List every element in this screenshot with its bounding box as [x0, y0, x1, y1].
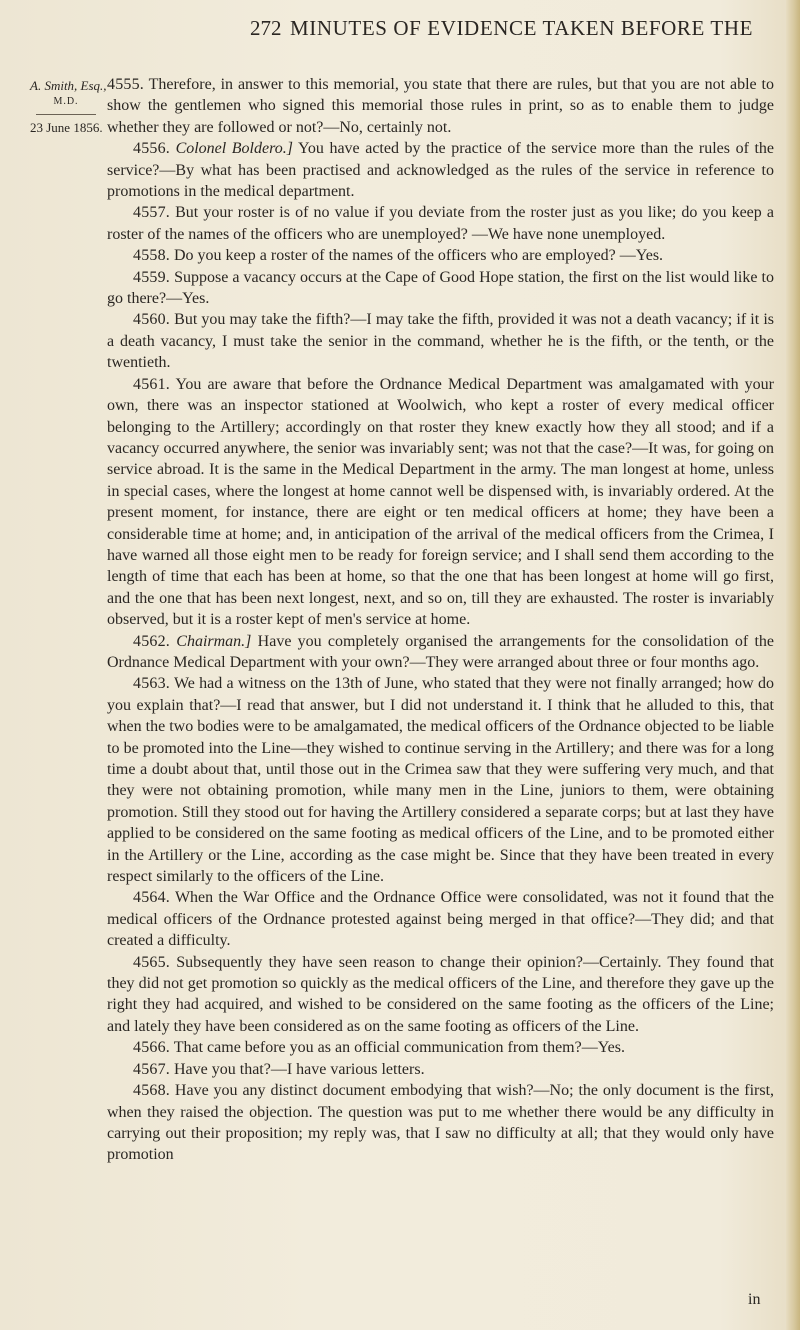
question-paragraph [107, 1037, 774, 1058]
question-text: Therefore, in answer to this memorial, you state that there are rules, but that you are not able to show the gentlemen who signed this memorial those rules in print, so as to enable them to judge whether they are followed or not?—No, certainly not. [107, 76, 775, 136]
question-paragraph [107, 374, 774, 631]
page-edge [786, 0, 800, 1330]
question-paragraph [107, 267, 774, 310]
speaker-name: Chairman.] [176, 632, 252, 650]
question-text: Have you that?—I have various letters. [174, 1060, 425, 1078]
question-text: When the War Office and the Ordnance Office were consolidated, was not it found that the medical officers of the Ordnance protested against being merged in that office?—They did; and that created a difficulty. [107, 889, 774, 950]
question-text: Suppose a vacancy occurs at the Cape of Good Hope station, the first on the list would like to go there?—Yes. [107, 268, 775, 308]
question-text: But your roster is of no value if you deviate from the roster just as you like; do you keep a roster of the names of the officers who are unemployed? —We have none unemployed. [107, 204, 774, 243]
question-text: We had a witness on the 13th of June, who stated that they were not finally arranged; how do you explain that?—I read that answer, but I did not understand it. I think that he alluded to this, that when the two bodies were to be amalgamated, the medical officers of the Ordnance objected to be liable to be promoted into the Line—they wished to continue serving in the Artillery; and there was for a long time a doubt about that, until those out in the Crimea saw that they were suffering very much, and that they were not obtaining promotion, while many men in the Line, juniors to them, were obtaining promotion. Still they stood out for having the Artillery considered a separate corps; but at last they have applied to be considered on the same footing as medical officers of the Line, and to be promoted either in the Artillery or the Line, according as the case might be. Since that they have been treated in every respect similarly to the officers of the Line. [107, 675, 774, 886]
witness-name: A. Smith, Esq., [30, 78, 107, 93]
question-number: 4562. [133, 632, 170, 650]
question-paragraph [107, 631, 774, 674]
question-paragraph [107, 952, 774, 1038]
page-number: 272 [250, 16, 282, 40]
question-text: But you may take the fifth?—I may take the fifth, provided it was not a death vacancy; if it is a death vacancy, I must take the senior in the command, whether he is the fifth, or the tenth, or the twentieth. [107, 311, 775, 372]
question-number: 4563. [133, 675, 170, 693]
question-text: Have you completely organised the arrangements for the consolidation of the Ordnance Medical Department with your own?—They were arranged about three or four months ago. [107, 632, 775, 671]
question-paragraph [107, 1059, 774, 1080]
question-paragraph [107, 245, 774, 266]
question-paragraph [107, 309, 774, 373]
question-number: 4567. [133, 1060, 170, 1078]
catchword: in [748, 1291, 761, 1308]
question-paragraph [107, 673, 774, 887]
question-text: Have you any distinct document embodying that wish?—No; the only document is the first, when they raised the objection. The question was put to me whether there would be any difficulty in carrying out their proposition; my reply was, that I saw no difficulty at all; that they would only have promotion [107, 1082, 775, 1164]
question-number: 4561. [133, 375, 170, 393]
question-text: Subsequently they have seen reason to change their opinion?—Certainly. They found that they did not get promotion so quickly as the medical officers of the Line, and therefore they gave up the right they had acquired, and wished to be considered on the same footing as the officers of the Line; and lately they have been considered as on the same footing as officers of the Line. [107, 953, 775, 1035]
question-paragraph [107, 202, 774, 245]
question-paragraph [107, 1080, 774, 1166]
witness-degree: M.D. [53, 96, 79, 107]
page-header [0, 14, 800, 44]
question-number: 4556. [133, 140, 170, 158]
question-number: 4565. [133, 953, 170, 971]
question-number: 4555. [107, 76, 144, 93]
question-text: That came before you as an official communication from them?—Yes. [173, 1039, 625, 1057]
question-number: 4560. [133, 311, 170, 329]
question-text: You have acted by the practice of the service more than the rules of the service?—By what has been practised and acknowledged as the rules of the service in reference to promotions in the medical department. [107, 140, 775, 201]
question-text: Do you keep a roster of the names of the officers who are employed? —Yes. [174, 247, 664, 265]
margin-rule [36, 114, 96, 115]
speaker-name: Colonel Boldero.] [175, 140, 293, 158]
question-number: 4558. [133, 247, 170, 265]
question-number: 4559. [133, 268, 170, 286]
question-paragraph [107, 74, 774, 138]
hearing-date: 23 June 1856. [30, 120, 103, 135]
question-text: You are aware that before the Ordnance Medical Department was amalgamated with your own, there was an inspector stationed at Woolwich, who kept a roster of every medical officer belonging to the Artillery; accordingly on that roster they knew exactly how they all stood; and if a vacancy occurred anywhere, the senior was invariably sent; was not that the case?—It was, for going on service abroad. It is the same in the Medical Department in the army. The man longest at home, unless in special cases, where the longest at home cannot well be dispensed with, is invariably ordered. At the present moment, for instance, there are eight or ten medical officers at home; they have been a considerable time at home; and, in anticipation of the arrival of the medical officers from the Crimea, I have warned all those eight men to be ready for foreign service; and I shall send them according to the length of time that each has been at home, so that the one that has been longest at home will go first, and the one that has been next longest, next, and so on, till they are exhausted. The roster is invariably observed, but it is a roster kept of men's service at home. [107, 375, 775, 629]
margin-note [30, 78, 107, 136]
question-number: 4568. [133, 1082, 170, 1100]
question-number: 4566. [133, 1039, 170, 1057]
question-paragraph [107, 887, 774, 951]
question-number: 4564. [133, 889, 170, 907]
running-title: MINUTES OF EVIDENCE TAKEN BEFORE THE [290, 16, 754, 40]
evidence-text [107, 74, 774, 1166]
question-paragraph [107, 138, 774, 202]
question-number: 4557. [133, 204, 170, 222]
